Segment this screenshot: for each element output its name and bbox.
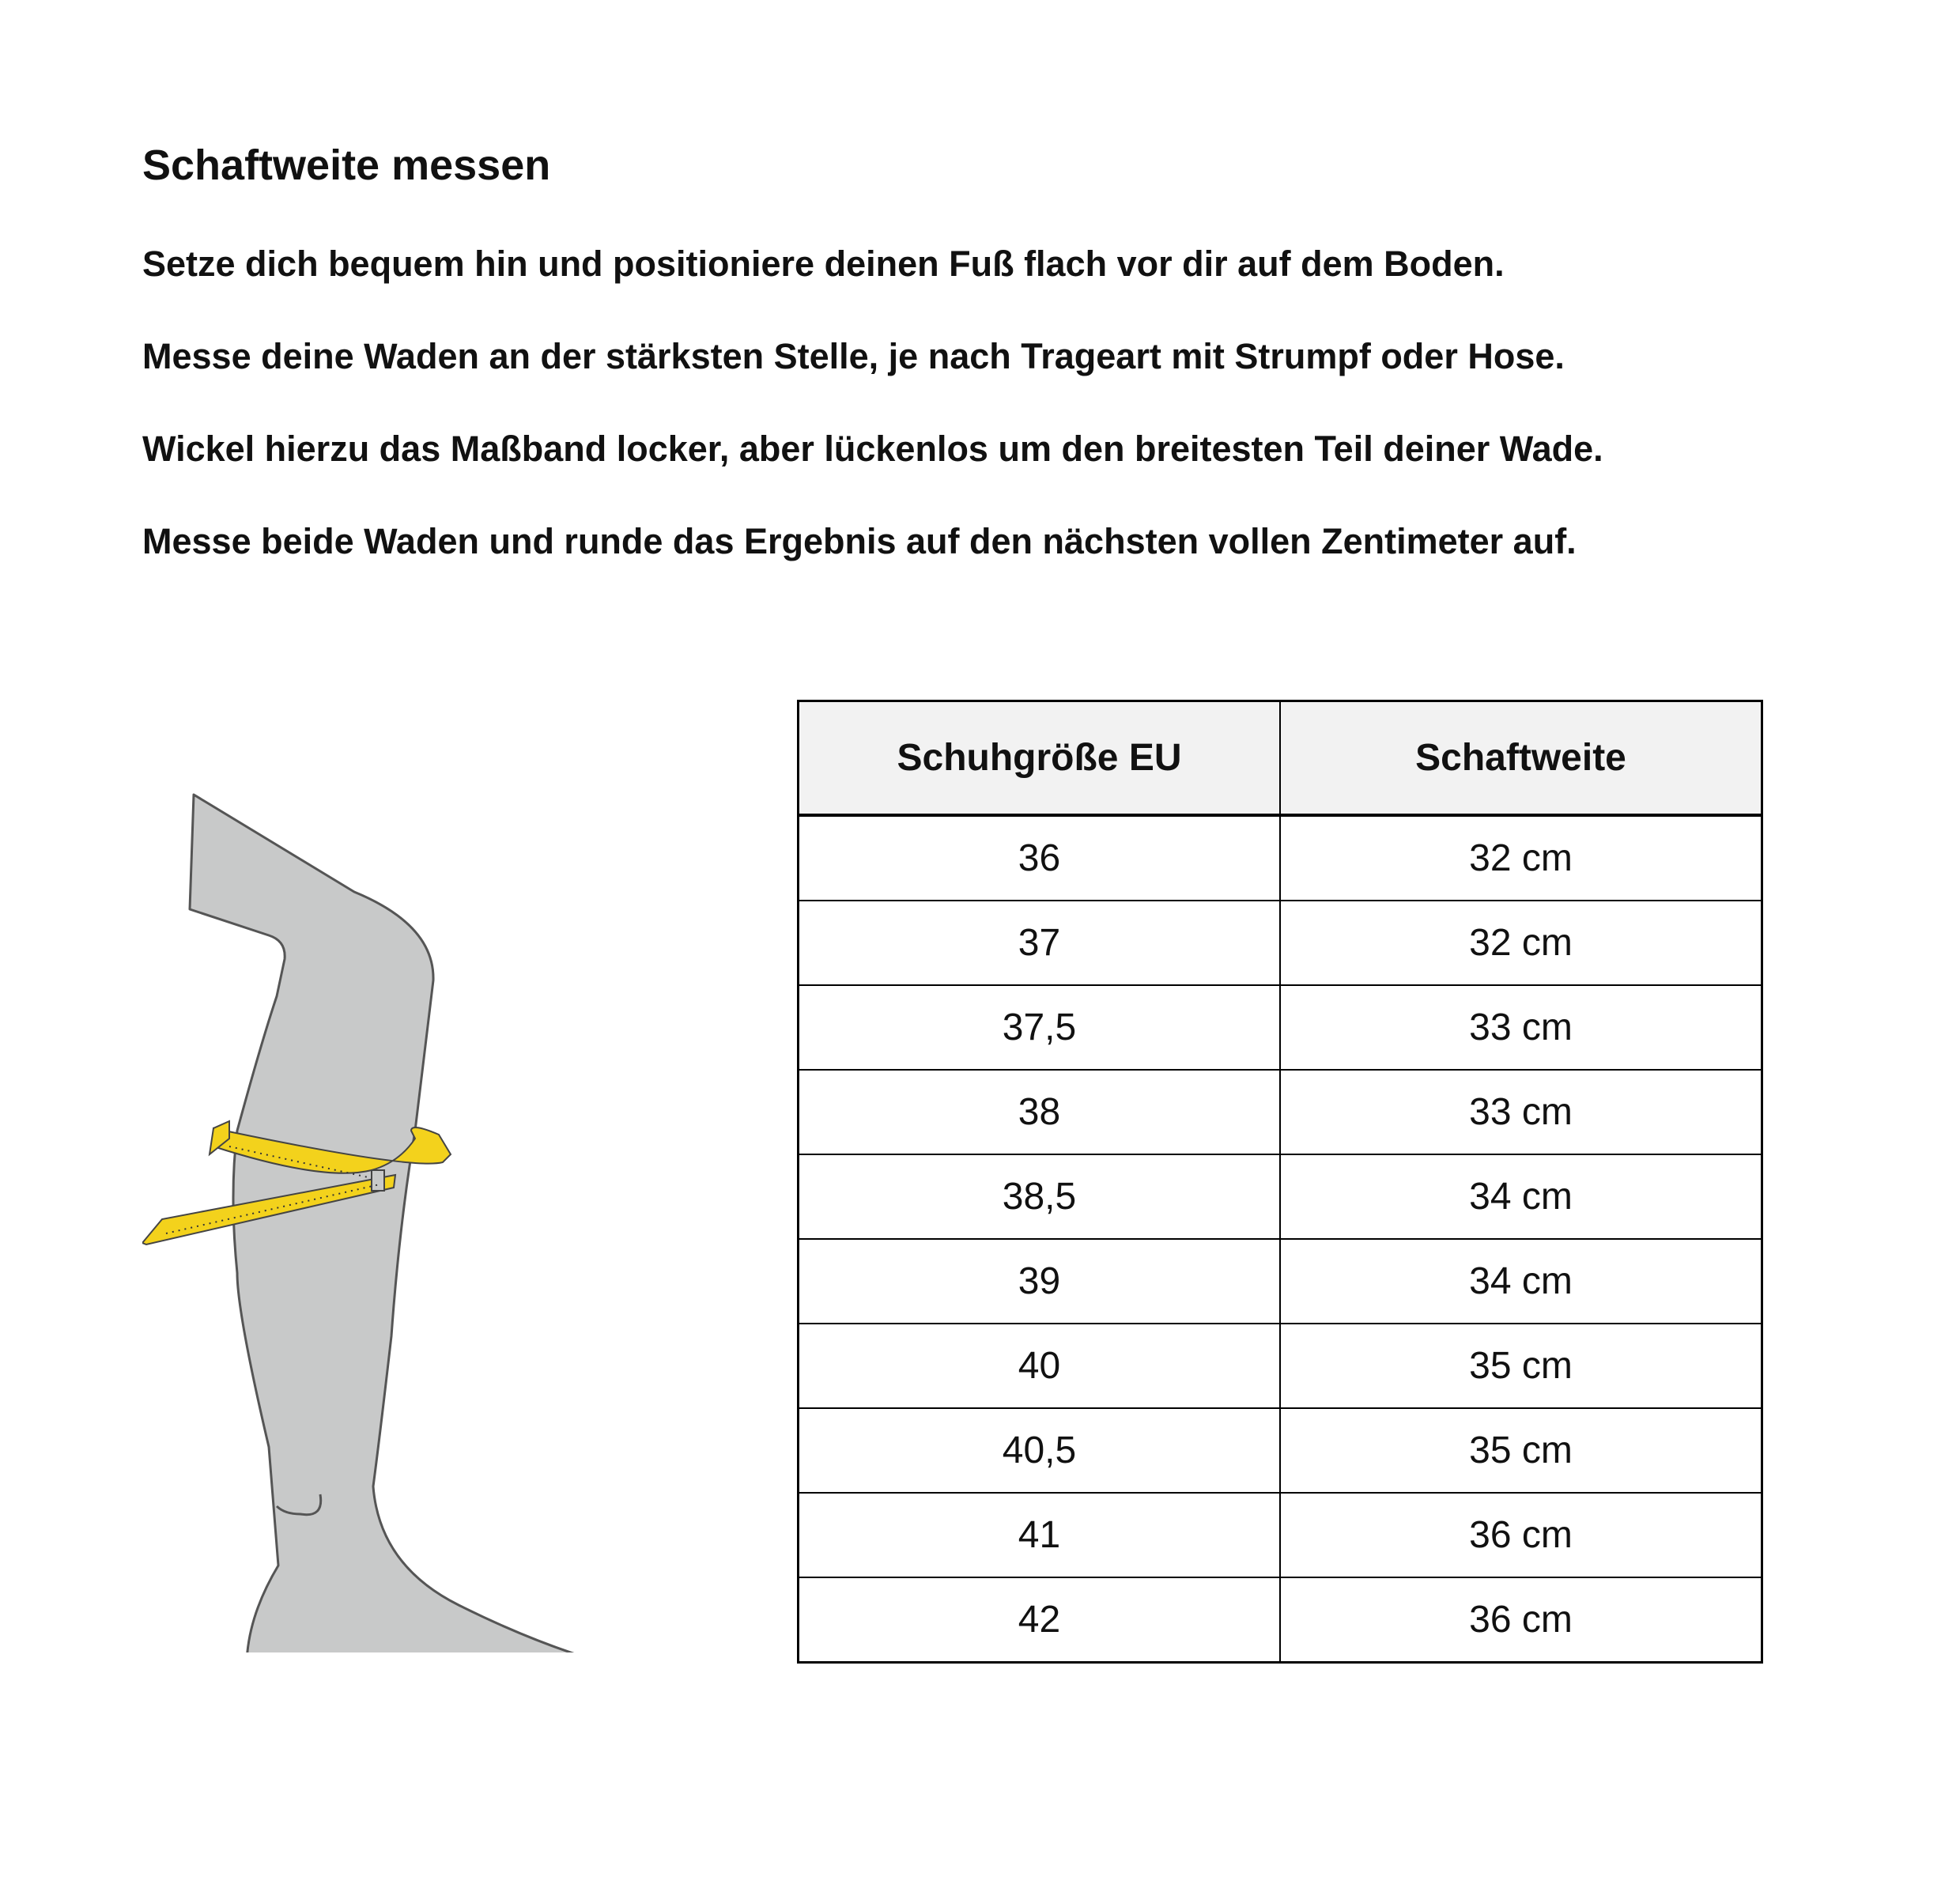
table-header-row — [799, 701, 1762, 816]
leg-icon — [190, 795, 610, 1652]
shoe-size-cell: 38 — [799, 1070, 1281, 1154]
table-row — [799, 1408, 1762, 1493]
table-row — [799, 1324, 1762, 1408]
shaft-width-cell: 36 cm — [1280, 1577, 1762, 1663]
table-row — [799, 1154, 1762, 1239]
shaft-width-cell: 33 cm — [1280, 1070, 1762, 1154]
shaft-width-cell: 34 cm — [1280, 1239, 1762, 1324]
page-title: Schaftweite messen — [142, 142, 551, 189]
shoe-size-cell: 40 — [799, 1324, 1281, 1408]
shaft-width-cell: 36 cm — [1280, 1493, 1762, 1577]
table-row — [799, 815, 1762, 901]
shoe-size-cell: 38,5 — [799, 1154, 1281, 1239]
shoe-size-cell: 37 — [799, 901, 1281, 985]
table-row — [799, 901, 1762, 985]
shoe-size-cell: 39 — [799, 1239, 1281, 1324]
column-header-shoe-size: Schuhgröße EU — [799, 701, 1281, 816]
shoe-size-cell: 41 — [799, 1493, 1281, 1577]
shoe-size-cell: 37,5 — [799, 985, 1281, 1070]
shoe-size-cell: 42 — [799, 1577, 1281, 1663]
leg-measuring-illustration — [142, 783, 617, 1652]
table-row — [799, 985, 1762, 1070]
instruction-text: Wickel hierzu das Maßband locker, aber lückenlos um den breitesten Teil deiner Wade. — [142, 429, 1603, 469]
shaft-width-cell: 32 cm — [1280, 815, 1762, 901]
table-row — [799, 1577, 1762, 1663]
size-table — [797, 700, 1763, 1664]
shaft-width-cell: 33 cm — [1280, 985, 1762, 1070]
shaft-width-cell: 35 cm — [1280, 1408, 1762, 1493]
instruction-text: Messe beide Waden und runde das Ergebnis auf den nächsten vollen Zentimeter auf. — [142, 521, 1577, 561]
column-header-shaft-width: Schaftweite — [1280, 701, 1762, 816]
instruction-text: Setze dich bequem hin und positioniere deinen Fuß flach vor dir auf dem Boden. — [142, 244, 1505, 284]
table-row — [799, 1070, 1762, 1154]
shaft-width-cell: 35 cm — [1280, 1324, 1762, 1408]
shaft-width-cell: 32 cm — [1280, 901, 1762, 985]
shaft-width-cell: 34 cm — [1280, 1154, 1762, 1239]
instruction-text: Messe deine Waden an der stärksten Stelle, je nach Trageart mit Strumpf oder Hose. — [142, 336, 1565, 376]
shoe-size-cell: 40,5 — [799, 1408, 1281, 1493]
table-row — [799, 1239, 1762, 1324]
table-row — [799, 1493, 1762, 1577]
shoe-size-cell: 36 — [799, 815, 1281, 901]
